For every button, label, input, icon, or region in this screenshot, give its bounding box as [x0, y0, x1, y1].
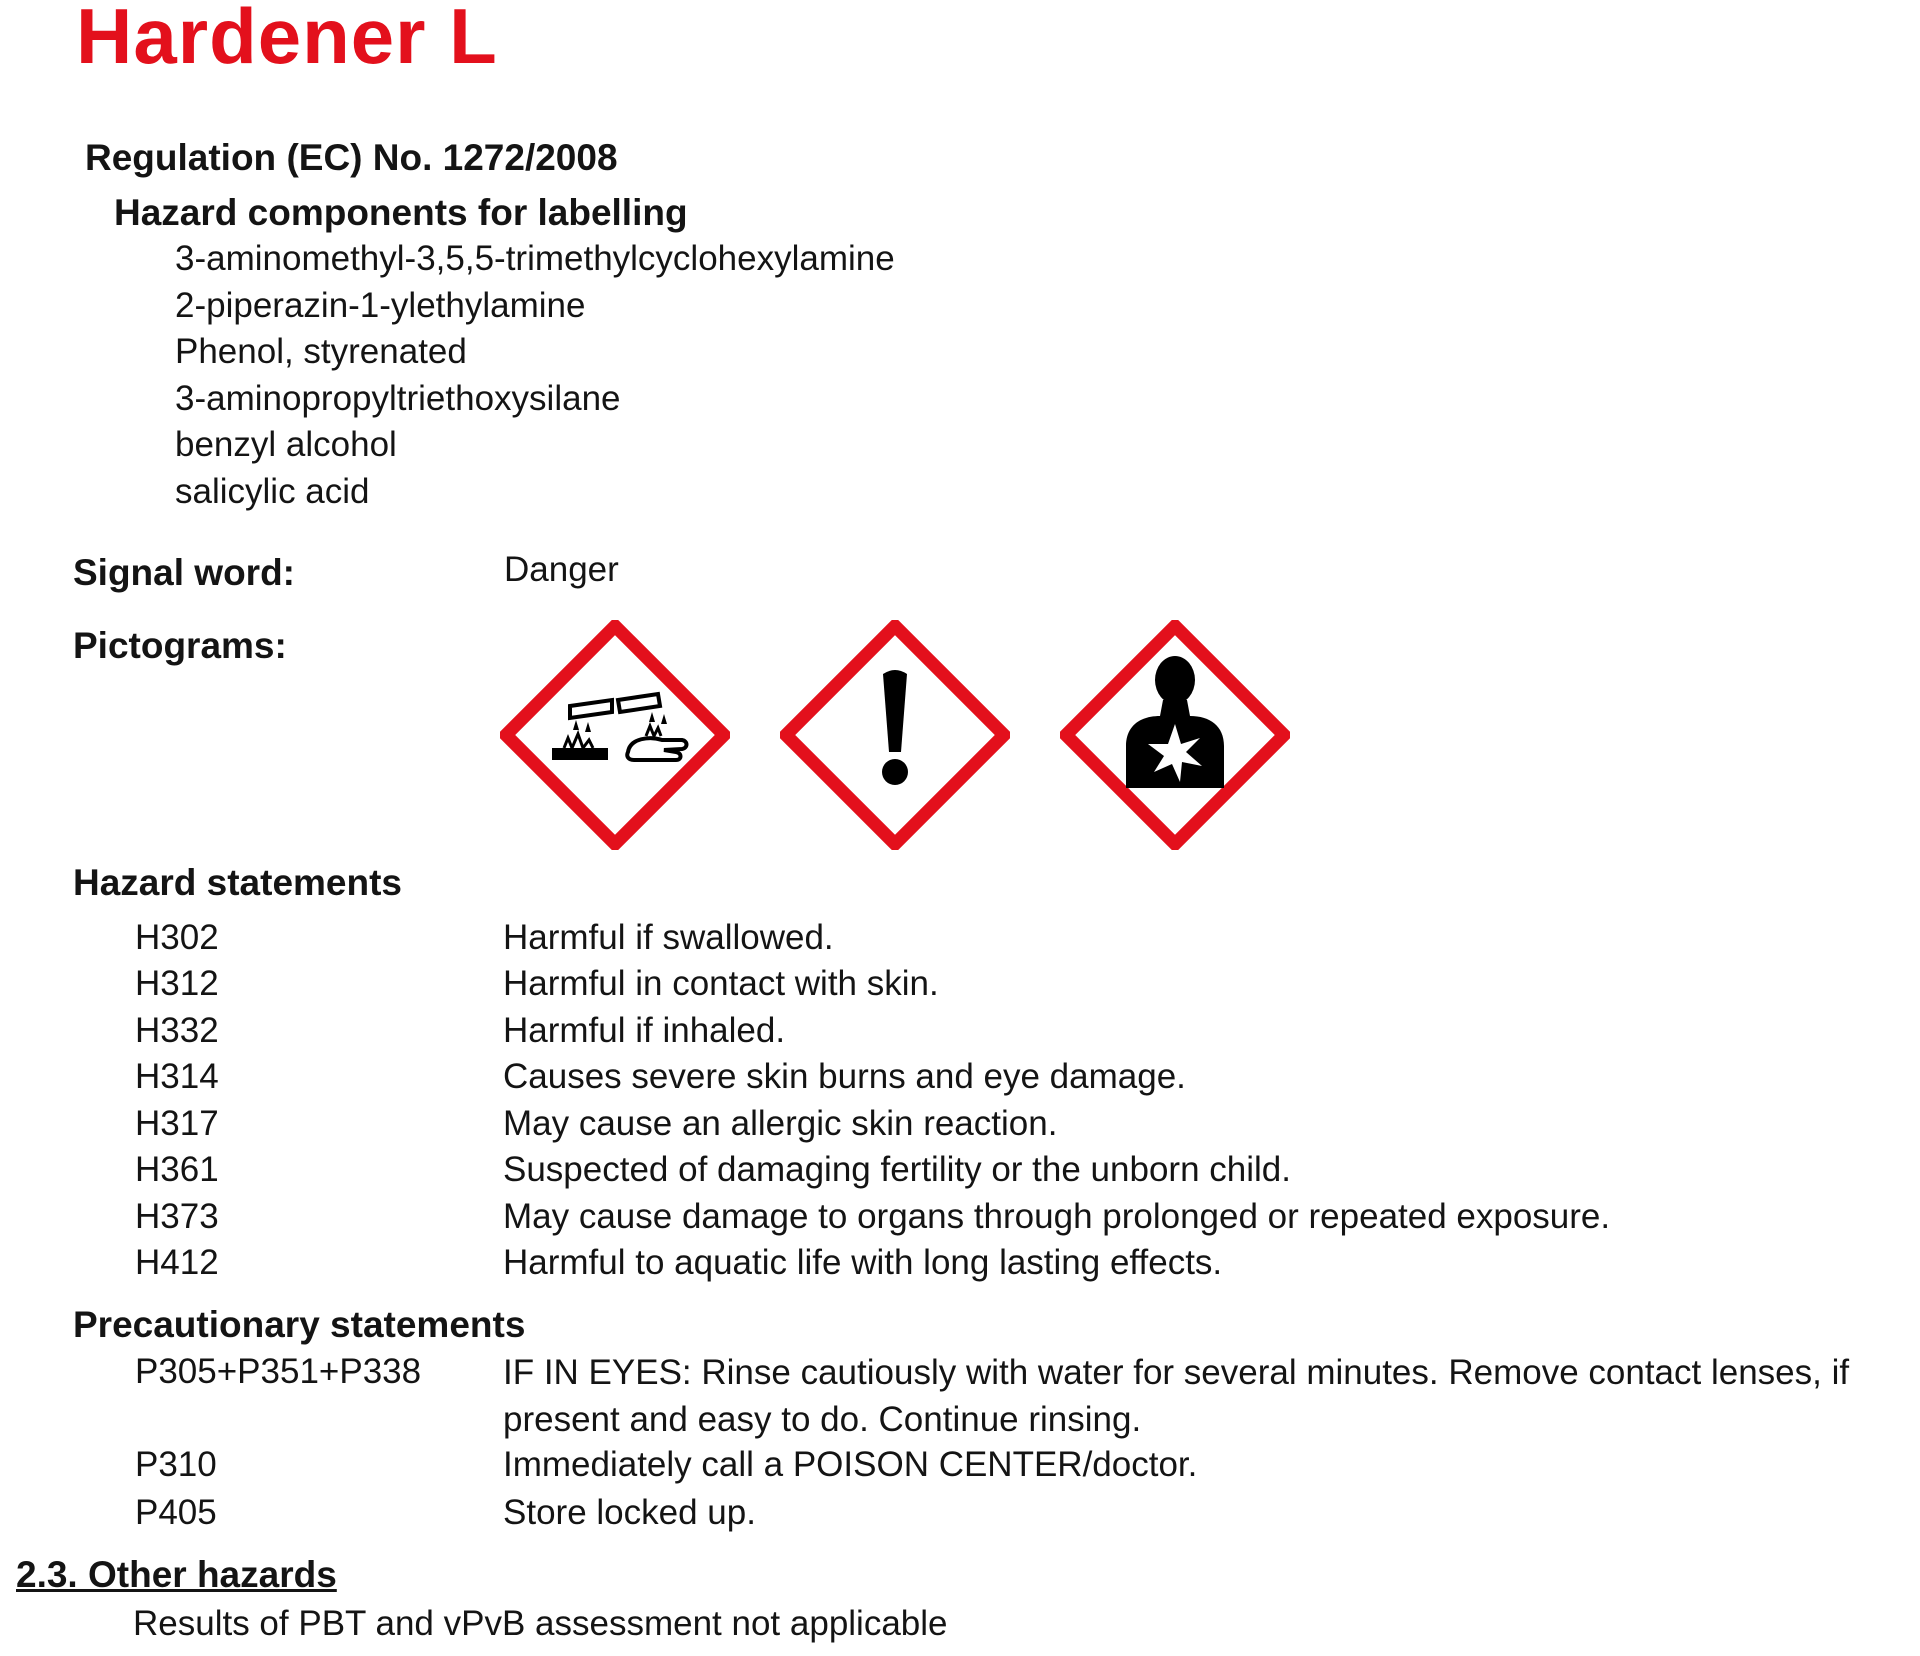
signal-word-label: Signal word:: [73, 552, 295, 593]
hazard-statement-row: [0, 1240, 1920, 1286]
hazard-text: Harmful if inhaled.: [503, 1011, 786, 1050]
hazard-text: Causes severe skin burns and eye damage.: [503, 1057, 1186, 1096]
precautionary-statement-row: [0, 1490, 1920, 1536]
hazard-text: Harmful in contact with skin.: [503, 964, 939, 1003]
hazard-statement-row: [0, 1147, 1920, 1193]
hazard-code: H373: [135, 1197, 219, 1236]
precautionary-statement-row: [0, 1442, 1920, 1488]
signal-word-value: Danger: [504, 550, 619, 589]
pictograms-label: Pictograms:: [73, 625, 287, 666]
hazard-statement-row: [0, 1008, 1920, 1054]
component-item: 3-aminomethyl-3,5,5-trimethylcyclohexylamine: [175, 239, 895, 278]
hazard-text: Suspected of damaging fertility or the unborn child.: [503, 1150, 1291, 1189]
precaution-code: P305+P351+P338: [135, 1352, 422, 1391]
hazard-code: H412: [135, 1243, 219, 1282]
precaution-code: P310: [135, 1445, 217, 1484]
component-item: 2-piperazin-1-ylethylamine: [175, 285, 586, 325]
precaution-text: Store locked up.: [503, 1493, 756, 1532]
components-list: [175, 236, 895, 515]
hazard-code: H314: [135, 1057, 219, 1096]
hazard-code: H312: [135, 964, 219, 1003]
product-title: Hardener L: [76, 0, 498, 80]
component-item: salicylic acid: [175, 471, 370, 511]
other-hazards-text: Results of PBT and vPvB assessment not applicable: [133, 1604, 948, 1643]
components-heading: Hazard components for labelling: [114, 192, 688, 233]
hazard-code: H302: [135, 918, 219, 957]
hazard-statement-row: [0, 915, 1920, 961]
hazard-statement-row: [0, 961, 1920, 1007]
hazard-statement-row: [0, 1101, 1920, 1147]
component-item: benzyl alcohol: [175, 425, 397, 464]
hazard-text: Harmful to aquatic life with long lasting effects.: [503, 1243, 1223, 1282]
pictograms-row: [500, 620, 1300, 850]
health-hazard-pictogram-icon: [1060, 620, 1290, 850]
precaution-code: P405: [135, 1493, 217, 1532]
hazard-statements-heading: Hazard statements: [73, 862, 403, 903]
hazard-text: May cause damage to organs through prolonged or repeated exposure.: [503, 1197, 1611, 1236]
hazard-code: H317: [135, 1104, 219, 1143]
component-item: 3-aminopropyltriethoxysilane: [175, 378, 621, 418]
hazard-code: H361: [135, 1150, 219, 1189]
hazard-statement-row: [0, 1194, 1920, 1240]
hazard-text: Harmful if swallowed.: [503, 918, 834, 957]
hazard-code: H332: [135, 1011, 219, 1050]
hazard-statement-row: [0, 1054, 1920, 1100]
precautionary-statement-row: [0, 1349, 1920, 1443]
component-item: Phenol, styrenated: [175, 332, 467, 371]
corrosion-pictogram-icon: [500, 620, 730, 850]
hazard-text: May cause an allergic skin reaction.: [503, 1104, 1058, 1143]
regulation-heading: Regulation (EC) No. 1272/2008: [85, 137, 618, 178]
precaution-text: IF IN EYES: Rinse cautiously with water for several minutes. Remove contact lenses, if present and easy to do. Continue rinsing.: [503, 1353, 1850, 1439]
precautionary-statements-heading: Precautionary statements: [73, 1304, 526, 1345]
exclamation-mark-pictogram-icon: [780, 620, 1010, 850]
precaution-text: Immediately call a POISON CENTER/doctor.: [503, 1445, 1198, 1484]
other-hazards-heading: 2.3. Other hazards: [16, 1554, 337, 1595]
